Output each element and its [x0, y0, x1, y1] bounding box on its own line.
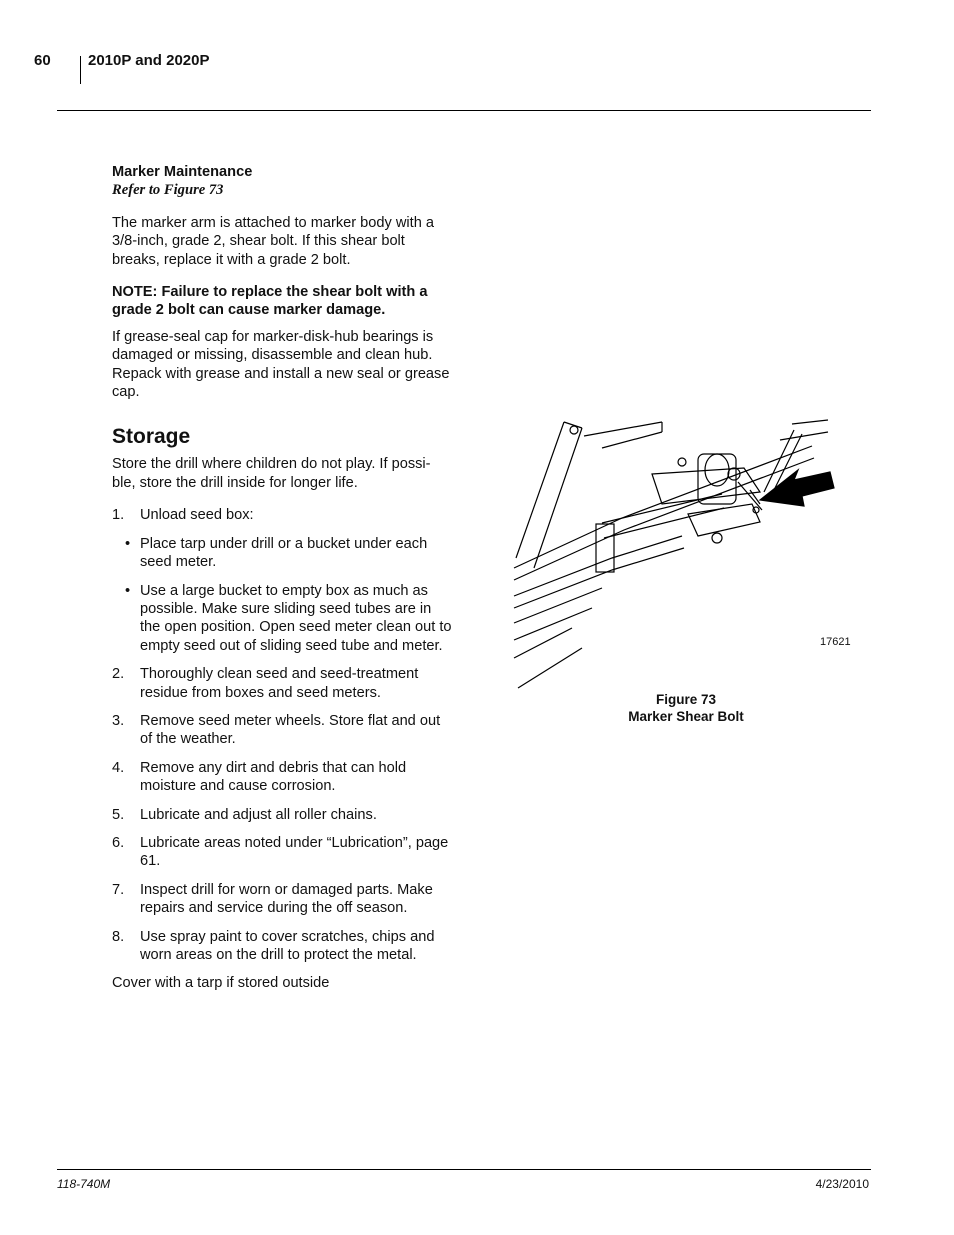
list-item — [112, 712, 452, 749]
marker-paragraph-2: If grease-seal cap for marker-disk-hub bearings is damaged or missing, disassemble and clean hub. Repack with grease and install a new seal or grease cap. — [112, 328, 450, 401]
step-text: Lubricate and adjust all roller chains. — [140, 806, 377, 823]
list-item — [112, 665, 452, 702]
storage-closing: Cover with a tarp if stored outside — [112, 975, 330, 992]
bullet-list — [112, 535, 452, 655]
note-text: NOTE: Failure to replace the shear bolt with a grade 2 bolt can cause marker damage. — [112, 284, 428, 319]
list-item — [112, 506, 452, 524]
list-item — [112, 806, 452, 824]
step-number: 6. — [112, 834, 125, 851]
page-number: 60 — [34, 52, 51, 69]
footer-doc-id: 118-740M — [57, 1177, 111, 1191]
bullet-icon: • — [125, 535, 131, 552]
step-text: Unload seed box: — [140, 507, 254, 524]
marker-maintenance-heading: Marker Maintenance — [112, 164, 253, 180]
document-title: 2010P and 2020P — [88, 52, 210, 69]
storage-intro: Store the drill where children do not play. If possi-ble, store the drill inside for longer life. — [112, 456, 431, 491]
bullet-icon: • — [125, 582, 131, 599]
figure-caption-line-1: Figure 73 — [655, 692, 717, 707]
figure-caption-line-2: Marker Shear Bolt — [628, 709, 744, 724]
footer-rule — [57, 1169, 871, 1170]
figure-reference: Refer to Figure 73 — [112, 182, 224, 199]
marker-shear-bolt-figure — [512, 418, 836, 693]
storage-heading: Storage — [112, 425, 191, 449]
list-item — [112, 928, 452, 965]
list-item — [112, 834, 452, 871]
step-text: Use spray paint to cover scratches, chips and worn areas on the drill to protect the metal. — [140, 928, 435, 963]
step-number: 5. — [112, 806, 125, 823]
step-text: Thoroughly clean seed and seed-treatment residue from boxes and seed meters. — [140, 666, 419, 701]
footer-date: 4/23/2010 — [815, 1177, 869, 1191]
step-number: 1. — [112, 507, 125, 524]
step-number: 4. — [112, 759, 125, 776]
figure-number: 17621 — [820, 636, 851, 648]
bullet-text: Place tarp under drill or a bucket under each seed meter. — [140, 535, 428, 571]
step-number: 2. — [112, 666, 125, 683]
text-column — [112, 163, 452, 993]
marker-paragraph-1: The marker arm is attached to marker body with a 3/8-inch, grade 2, shear bolt. If this shear bolt breaks, replace it with a grade 2 bolt. — [112, 214, 434, 268]
bullet-text: Use a large bucket to empty box as much as possible. Make sure sliding seed tubes are in the open position. Open seed meter clean out to empty seed out of sliding seed tube and meter. — [140, 582, 452, 654]
header-rule — [57, 110, 871, 111]
storage-steps — [112, 506, 452, 964]
list-item — [112, 582, 452, 656]
step-text: Lubricate areas noted under “Lubrication”, page 61. — [140, 834, 449, 870]
step-text: Remove seed meter wheels. Store flat and out of the weather. — [140, 712, 441, 748]
list-item — [112, 535, 452, 572]
step-text: Inspect drill for worn or damaged parts. Make repairs and service during the off season. — [140, 881, 433, 917]
step-text: Remove any dirt and debris that can hold moisture and cause corrosion. — [140, 759, 407, 795]
step-number: 3. — [112, 712, 125, 729]
step-number: 8. — [112, 928, 125, 945]
list-item — [112, 759, 452, 796]
bullet-list-container — [112, 535, 452, 655]
header-divider — [80, 56, 81, 84]
figure-caption — [600, 691, 772, 725]
list-item — [112, 881, 452, 918]
step-number: 7. — [112, 881, 125, 898]
